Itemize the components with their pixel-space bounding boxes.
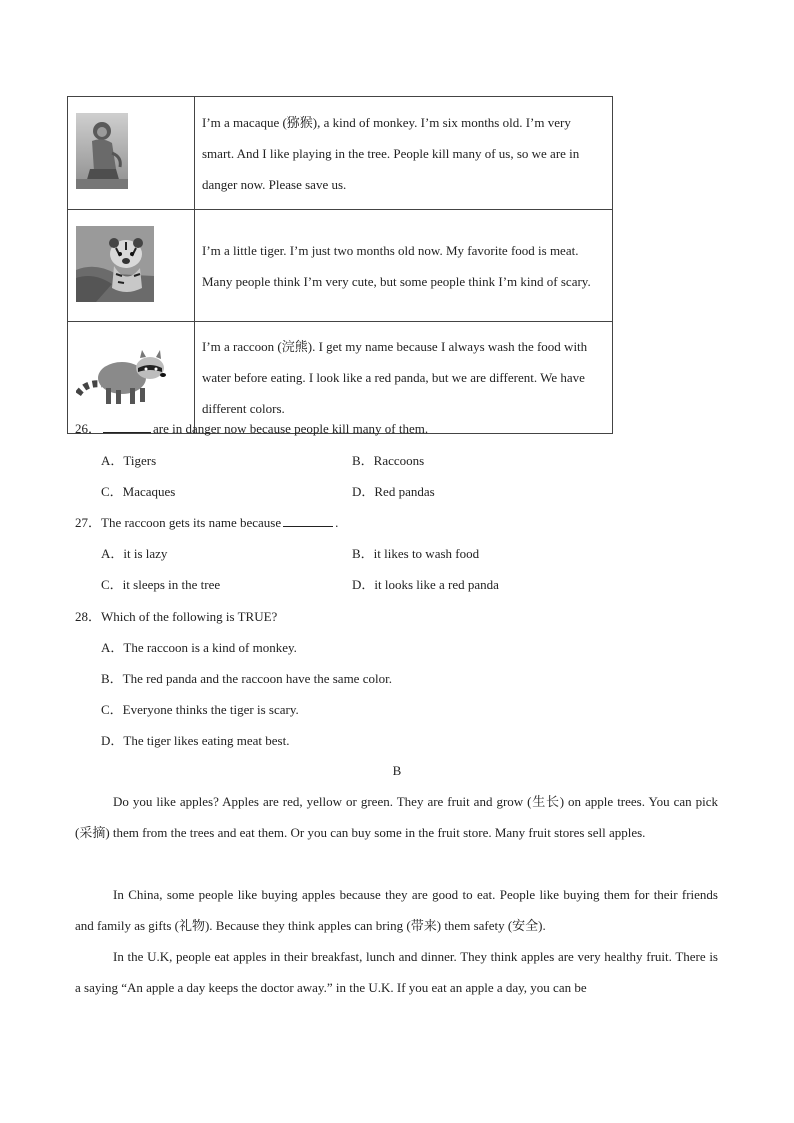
option-text: it sleeps in the tree (122, 577, 221, 592)
option-letter: B． (352, 453, 374, 468)
question-number: 28． (75, 609, 102, 624)
table-row-macaque (68, 97, 613, 210)
answer-blank[interactable] (283, 516, 333, 527)
option-text: The tiger likes eating meat best. (123, 733, 290, 748)
option-letter: B． (352, 546, 374, 561)
option-letter: A． (101, 640, 124, 655)
tiger-cub-photo (76, 226, 154, 302)
paragraph-text: In the U.K, people eat apples in their breakfast, lunch and dinner. They think apples are very healthy fruit. There is a saying “An apple a day keeps the doctor away.” in the U.K. If you eat an apple a day, you can be (75, 949, 718, 995)
paragraph-text: Do you like apples? Apples are red, yellow or green. They are fruit and grow (生长) on apple trees. You can pick (采摘) them from the trees and eat them. Or you can buy some in the fruit store. Many fruit stores sell apples. (75, 794, 718, 840)
option-letter: B． (101, 671, 123, 686)
question-text-end: . (335, 515, 339, 530)
question-26-option-d[interactable] (352, 481, 435, 500)
option-letter: C． (101, 702, 123, 717)
option-text: it looks like a red panda (374, 577, 499, 592)
question-26-stem (75, 418, 428, 437)
option-letter: A． (101, 453, 124, 468)
option-text: Tigers (123, 453, 157, 468)
passage-paragraph (75, 879, 718, 941)
question-text: The raccoon gets its name because (101, 515, 282, 530)
question-27-option-c[interactable] (101, 574, 220, 593)
option-text: The raccoon is a kind of monkey. (123, 640, 297, 655)
question-27-option-a[interactable] (101, 543, 167, 562)
question-27-option-b[interactable] (352, 543, 479, 562)
option-letter: C． (101, 577, 123, 592)
question-28-option-d[interactable] (101, 730, 289, 749)
passage-paragraph (75, 941, 718, 1003)
question-28-option-c[interactable] (101, 699, 299, 718)
option-letter: D． (352, 484, 375, 499)
table-row-tiger (68, 210, 613, 322)
option-text: Macaques (122, 484, 176, 499)
image-cell (68, 97, 195, 210)
passage-paragraph (75, 786, 718, 848)
animal-description-raccoon: I’m a raccoon (浣熊). I get my name because I always wash the food with water before eating. I look like a red panda, but we are different. We have different colors. (195, 322, 613, 434)
question-text: are in danger now because people kill many of them. (153, 421, 429, 436)
question-text: Which of the following is TRUE? (101, 609, 278, 624)
table-row-raccoon (68, 322, 613, 434)
question-26-option-c[interactable] (101, 481, 175, 500)
question-28-option-a[interactable] (101, 637, 297, 656)
answer-blank[interactable] (103, 422, 151, 433)
animal-description-tiger: I’m a little tiger. I’m just two months old now. My favorite food is meat. Many people think I’m very cute, but some people think I’m kind of scary. (195, 210, 613, 322)
option-letter: D． (101, 733, 124, 748)
question-number: 26． (75, 421, 102, 436)
animal-info-table (67, 96, 613, 434)
image-cell (68, 322, 195, 434)
section-heading: B (392, 763, 402, 778)
option-text: it likes to wash food (373, 546, 480, 561)
question-number: 27． (75, 515, 102, 530)
image-cell (68, 210, 195, 322)
question-28-option-b[interactable] (101, 668, 392, 687)
question-26-option-b[interactable] (352, 450, 424, 469)
raccoon-photo (76, 342, 168, 410)
question-27-option-d[interactable] (352, 574, 499, 593)
option-letter: A． (101, 546, 124, 561)
paragraph-text: In China, some people like buying apples because they are good to eat. People like buying them for their friends and family as gifts (礼物). Because they think apples can bring (带来) them safety (安全). (75, 887, 718, 933)
question-27-stem (75, 512, 338, 531)
option-letter: C． (101, 484, 123, 499)
option-text: The red panda and the raccoon have the same color. (122, 671, 392, 686)
animal-description-macaque: I’m a macaque (猕猴), a kind of monkey. I’m six months old. I’m very smart. And I like playing in the tree. People kill many of us, so we are in danger now. Please save us. (195, 97, 613, 210)
macaque-photo (76, 113, 128, 189)
question-26-option-a[interactable] (101, 450, 156, 469)
option-letter: D． (352, 577, 375, 592)
question-28-stem (75, 606, 277, 625)
option-text: Red pandas (374, 484, 435, 499)
option-text: it is lazy (123, 546, 168, 561)
option-text: Everyone thinks the tiger is scary. (122, 702, 299, 717)
option-text: Raccoons (373, 453, 425, 468)
